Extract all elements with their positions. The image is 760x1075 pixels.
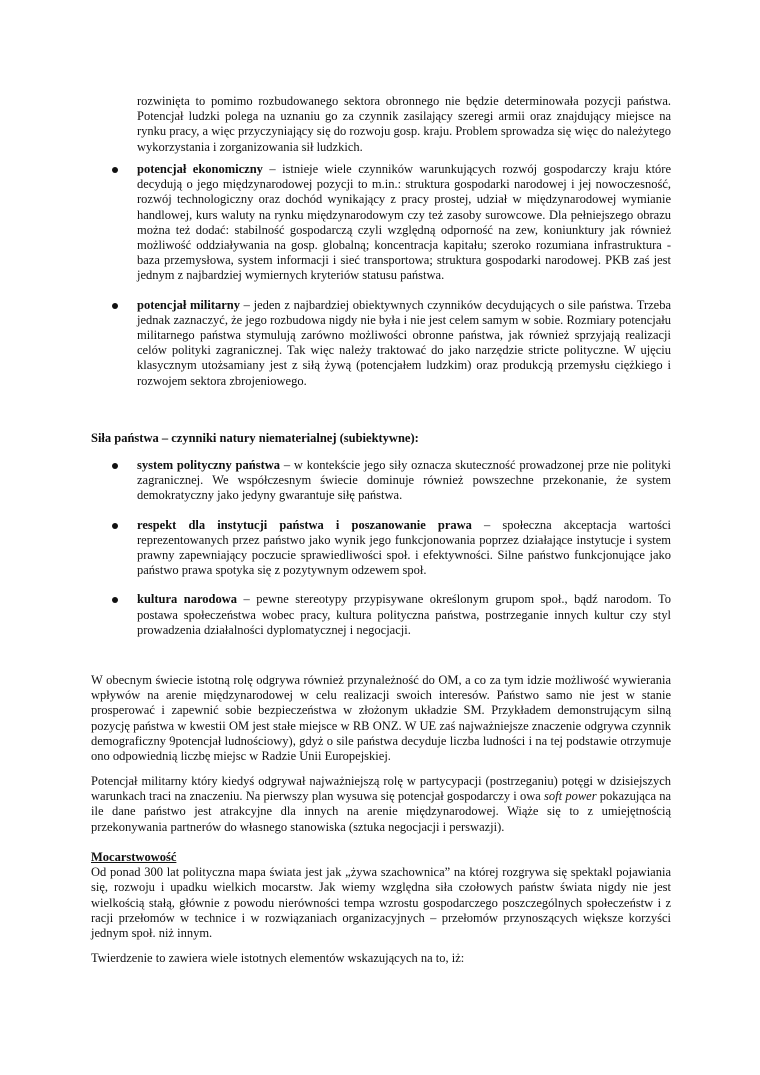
factor-term: system polityczny państwa [137, 458, 281, 472]
military-paragraph [91, 774, 671, 835]
bullet-icon [112, 597, 118, 603]
bullet-icon [112, 303, 118, 309]
bullet-icon [112, 523, 118, 529]
material-factors-list [110, 162, 671, 389]
list-item [110, 592, 671, 638]
immaterial-heading: Siła państwa – czynniki natury niematerialnej (subiektywne): [91, 431, 419, 445]
list-item [110, 458, 671, 504]
military-text-before: Potencjał militarny który kiedyś odgrywał najważniejszą rolę w partycypacji (postrzeganiu) potęgi w dzisiejszych warunkach traci na znaczeniu. Na pierwszy plan wysuwa się potencjał gospodarczy i owa [91, 774, 671, 804]
statement-paragraph: Twierdzenie to zawiera wiele istotnych elementów wskazujących na to, iż: [91, 951, 465, 965]
factor-term: kultura narodowa [137, 592, 238, 607]
factor-term: potencjał militarny [137, 297, 240, 312]
factor-text: – w kontekście jego siły oznacza skuteczność prowadzonej prze nie polityki zagranicznej. We współczesnym świecie dominuje również powszechne przekonanie, że system demokratyczny jako jedyny gwarantuje siłę państwa. [137, 458, 671, 503]
factor-text: – pewne stereotypy przypisywane określonym grupom społ., bądź narodom. To postawa społeczeństwa wobec pracy, kultura polityczna państwa, postrzeganie innych kultur czy styl prowadzenia działalności dyplomatycznej i negocjacji. [137, 592, 671, 637]
bullet-icon [112, 167, 118, 173]
factor-text: – społeczna akceptacja wartości reprezentowanych przez państwo jako wynik jego funkcjonowania poprzez działające instytucje i system prawny zapewniający poczucie sprawiedliwości społ. i efektywności. Silne państwo funkcjonujące jako państwo prawa spotyka się z pozytywnym odzewem społ. [137, 517, 671, 578]
military-text-after: pokazująca na ile dane państwo jest atrakcyjne dla innych na arenie międzynarodowej. Wiąże się to z umiejętnością przekonywania partnerów do własnego stanowiska (sztuka negocjacji i perswazji). [91, 789, 672, 834]
soft-power-term: soft power [544, 789, 597, 804]
power-paragraph: Od ponad 300 lat polityczna mapa świata jest jak „żywa szachownica” na której rozgrywa się spektakl pojawiania się, rozwoju i upadku wielkich mocarstw. Jak wiemy względna siła czołowych państw świata nigdy nie jest wielkością stałą, głównie z powodu nierówności tempa wzrostu gospodarczego poszczególnych społeczeństw i z racji przełomów w technice i w rozwiązaniach organizacyjnych – przełomów przynoszących większe korzyści jednym społ. niż innym. [91, 865, 671, 941]
factor-term: potencjał ekonomiczny [137, 162, 263, 176]
list-item [110, 298, 671, 389]
continuation-paragraph: rozwinięta to pomimo rozbudowanego sektora obronnego nie będzie determinowała pozycji państwa. Potencjał ludzki polega na uznaniu go za czynnik zasilający szeregi armii oraz znajdujący miejsce na rynku pracy, a więc przyczyniający się do rozwoju gosp. kraju. Problem sprowadza się więc do należytego wykorzystania i zorganizowania sił ludzkich. [137, 94, 671, 154]
factor-text: – jeden z najbardziej obiektywnych czynników decydujących o sile państwa. Trzeba jednak zaznaczyć, że jego rozbudowa nigdy nie była i nie jest celem samym w sobie. Rozmiary potencjału militarnego państwa stymulują zarówno możliwości obronne państwa, jak również sprzyjają realizacji celów polityki zagranicznej. Tak więc należy traktować do jako narzędzie stricte polityczne. W ujęciu klasycznym utożsamiany jest z siłą żywą (potencjałem ludzkim) oraz produkcją przemysłu ciężkiego i rozwojem sektora zbrojeniowego. [137, 297, 671, 388]
list-item [110, 518, 671, 579]
list-item [110, 162, 671, 284]
immaterial-factors-list [110, 458, 671, 638]
membership-paragraph: W obecnym świecie istotną rolę odgrywa również przynależność do OM, a co za tym idzie możliwość wywierania wpływów na arenie międzynarodowej w celu realizacji swoich interesów. Państwo samo nie jest w stanie prosperować i zapewnić sobie bezpieczeństwa w złożonym układzie SM. Przykładem demonstrującym silną pozycję państwa w kwestii OM jest stałe miejsce w RB ONZ. W UE zaś najważniejsze znaczenie odgrywa czynnik demograficzny 9potencjał ludnościowy), gdyż o sile państwa decyduje liczba ludności i na tej podstawie otrzymuje ono odpowiednią liczbę miejsc w Radzie Unii Europejskiej. [91, 673, 671, 764]
factor-term: respekt dla instytucji państwa i poszanowanie prawa [137, 517, 472, 532]
factor-text: – istnieje wiele czynników warunkujących rozwój gospodarczy kraju które decydują o jego międzynarodowej pozycji to m.in.: struktura gospodarki narodowej i jej nowoczesność, rozwój technologiczny oraz dochód wynikający z pracy prostej, udział w międzynarodowej wymianie handlowej, kurs waluty na rynku międzynarodowym czy też zasoby surowcowe. Dla pełniejszego obrazu można też dodać: stabilność gospodarczą czyli względną odporność na zew, koniunktury jak również możliwość oddziaływania na gosp. globalną; koncentracja kapitału; szeroko rozumiana infrastruktura - baza przemysłowa, system informacji i sieć transportowa; struktura gospodarki narodowej. PKB zaś jest jednym z najbardziej wymiernych kryteriów statusu państwa. [137, 162, 671, 283]
section-title: Mocarstwowość [91, 850, 177, 864]
bullet-icon [112, 463, 118, 469]
power-section [91, 850, 671, 941]
